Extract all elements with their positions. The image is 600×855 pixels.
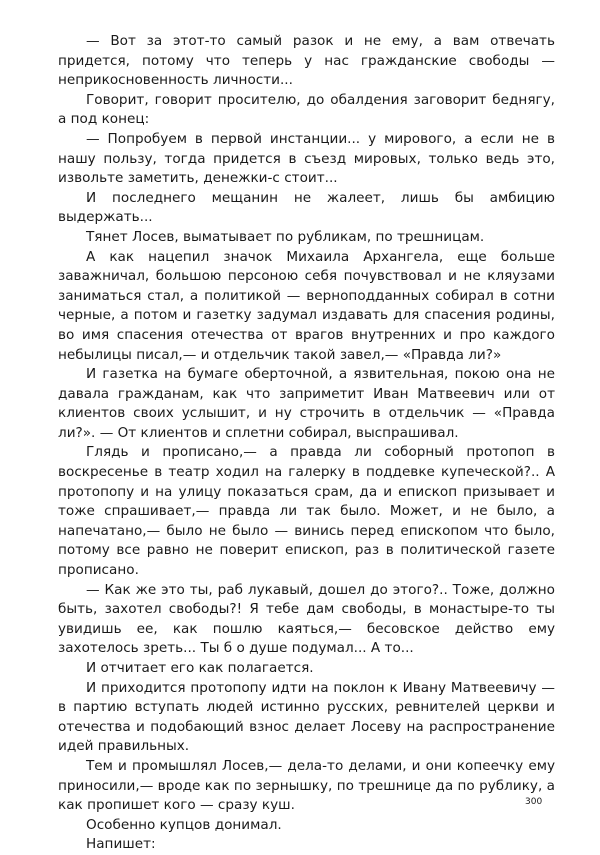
paragraph-12: Тем и промышлял Лосев,— дела-то делами, и они копеечку ему приносили,— вроде как по зернышку, по трешнице да по рублику, а как пропишет кого — сразу куш.: [58, 757, 555, 814]
paragraph-10: И отчитает его как полагается.: [86, 660, 314, 676]
paragraph-4: И последнего мещанин не жалеет, лишь бы амбицию выдержать...: [58, 189, 555, 226]
paragraph-11: И приходится протопопу идти на поклон к Ивану Матвеевичу — в партию вступать людей истинно русских, ревнителей церкви и отечества и подобающий взнос делает Лосеву на распространение идей правильных.: [58, 679, 555, 755]
body-text: [58, 32, 555, 855]
paragraph-3: — Попробуем в первой инстанции... у мирового, а если не в нашу пользу, тогда придется в съезд мировых, только ведь это, извольте заметить, денежки-с стоит...: [58, 130, 555, 187]
paragraph-2: Говорит, говорит просителю, до обалдения заговорит беднягу, а под конец:: [58, 91, 555, 128]
paragraph-13: Особенно купцов донимал.: [86, 816, 282, 833]
paragraph-8: Глядь и прописано,— а правда ли соборный протопоп в воскресенье в театр ходил на галерку в поддевке купеческой?.. А протопопу и на улицу показаться срам, да и епископ призывает и тоже спрашивает,— правда ли так было. Может, и не было, а напечатано,— было не было — винись перед епископом что было, потому все равно не поверит епископ, раз в политической газете прописано.: [58, 444, 555, 579]
paragraph-6: А как нацепил значок Михаила Архангела, еще больше заважничал, большою персоною себя почувствовал и не кляузами заниматься стал, а политикой — верноподданных собирал в сотни черные, а потом и газетку задумал издавать для спасения родины, во имя спасения отечества от врагов внутренних и про каждого небылицы писал,— и отдельчик такой завел,— «Правда ли?»: [58, 248, 555, 363]
paragraph-5: Тянет Лосев, выматывает по рубликам, по трешницам.: [86, 228, 485, 245]
page-number: 300: [525, 797, 543, 807]
paragraph-9: — Как же это ты, раб лукавый, дошел до этого?.. Тоже, должно быть, захотел свободы?! Я тебе дам свободы, в монастыре-то ты увидишь ее, как пошлю каяться,— бесовское действо ему захотелось зреть... Ты б о душе подумал... А то...: [58, 581, 555, 657]
paragraph-7: И газетка на бумаге оберточной, а язвительная, покою она не давала гражданам, как что заприметит Иван Матвеевич или от клиентов своих услышит, и ну строчить в отдельчик — «Правда ли?». — От клиентов и сплетни собирал, выспрашивал.: [58, 366, 555, 441]
paragraph-14: Напишет:: [86, 836, 156, 853]
paragraph-1: — Вот за этот-то самый разок и не ему, а вам отвечать придется, потому что теперь у нас гражданские свободы — неприкосновенность личности...: [58, 33, 555, 89]
